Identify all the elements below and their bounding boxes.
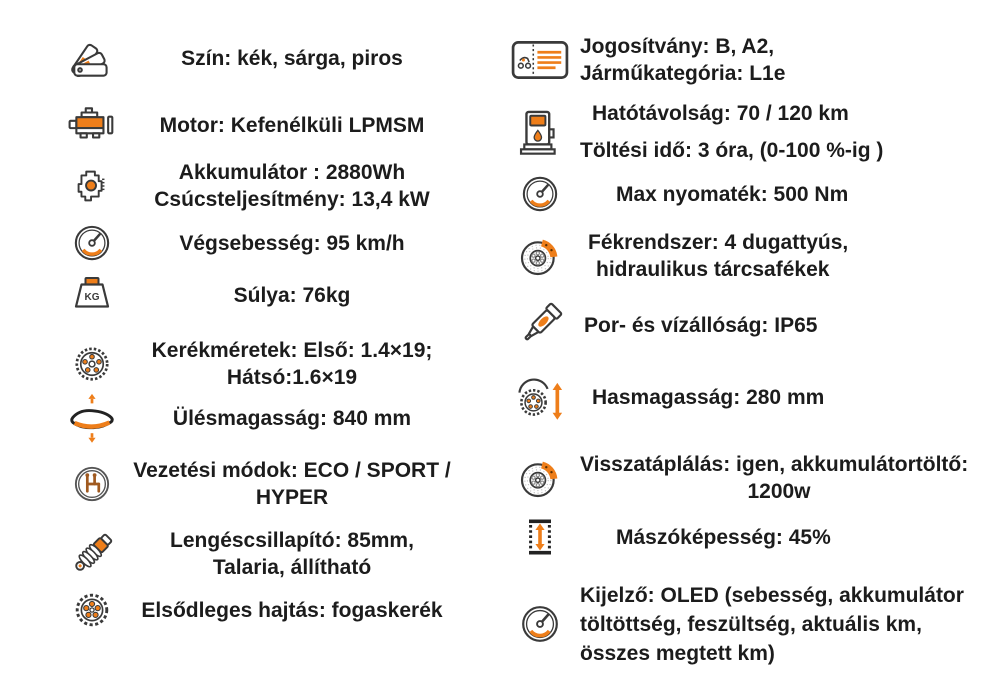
spec-item-ground-clearance xyxy=(508,367,978,427)
spec-text-drive-modes-2: HYPER xyxy=(255,486,329,509)
color-palette-icon xyxy=(64,33,120,83)
spec-text-charging-time: Töltési idő: 3 óra, (0-100 %-ig ) xyxy=(580,139,884,162)
spec-text-seat-height: Ülésmagasság: 840 mm xyxy=(172,406,412,430)
spec-text-display-3: összes megtett km) xyxy=(580,641,775,665)
spec-text-top-speed: Végsebesség: 95 km/h xyxy=(179,231,405,255)
spec-item-suspension xyxy=(64,522,464,586)
regen-brake-icon xyxy=(508,452,572,504)
spec-item-display xyxy=(508,578,978,670)
spec-item-weight xyxy=(64,265,464,325)
spec-text-battery: Akkumulátor : 2880Wh xyxy=(178,161,406,184)
seat-height-icon xyxy=(64,391,120,445)
spec-item-motor xyxy=(64,95,464,155)
spec-item-wheel-sizes xyxy=(64,332,464,396)
spec-item-regen xyxy=(508,448,978,508)
spec-text-license: Jogosítvány: B, A2, xyxy=(580,35,775,58)
spec-item-ip-rating xyxy=(508,295,978,355)
weight-kg-icon xyxy=(64,271,120,319)
spec-item-max-torque xyxy=(508,164,978,224)
spec-text-max-torque: Max nyomaték: 500 Nm xyxy=(616,182,849,206)
gear-shifter-icon xyxy=(64,459,120,509)
spec-text-motor: Motor: Kefenélküli LPMSM xyxy=(159,113,425,137)
spec-item-battery xyxy=(64,155,464,217)
spec-text-weight: Súlya: 76kg xyxy=(233,283,351,307)
torque-gauge-icon xyxy=(508,169,572,219)
spec-text-range: Hatótávolság: 70 / 120 km xyxy=(592,102,849,125)
spec-item-drive-modes xyxy=(64,452,464,516)
fuel-pump-icon xyxy=(508,106,572,158)
driver-license-icon xyxy=(508,37,572,83)
spec-item-range-charging xyxy=(508,96,978,168)
tire-icon xyxy=(64,339,120,389)
spec-text-climb-ability: Mászóképesség: 45% xyxy=(616,525,831,549)
gear-drive-icon xyxy=(64,585,120,635)
brake-disc-icon xyxy=(508,230,572,282)
spec-text-wheel-rear: Hátsó:1.6×19 xyxy=(226,366,358,389)
ground-clearance-icon xyxy=(508,371,572,423)
spec-text-suspension-2: Talaria, állítható xyxy=(212,556,372,579)
spec-text-ip-rating: Por- és vízállóság: IP65 xyxy=(584,313,818,337)
spec-text-peak-power: Csúcsteljesítmény: 13,4 kW xyxy=(154,188,430,211)
speedometer-icon xyxy=(64,218,120,268)
spec-text-brakes: Fékrendszer: 4 dugattyús, xyxy=(588,231,849,254)
spec-text-drive-modes: Vezetési módok: ECO / SPORT / xyxy=(133,459,451,482)
spec-text-wheel-front: Kerékméretek: Első: 1.4×19; xyxy=(151,339,433,362)
spec-text-regen: Visszatáplálás: igen, akkumulátortöltő: xyxy=(580,453,969,476)
spec-item-top-speed xyxy=(64,213,464,273)
spec-text-ground-clearance: Hasmagasság: 280 mm xyxy=(592,385,825,409)
engine-icon xyxy=(64,100,120,150)
spec-item-seat-height xyxy=(64,388,464,448)
spec-item-license xyxy=(508,30,978,90)
spec-item-brakes xyxy=(508,226,978,286)
battery-icon xyxy=(64,163,120,209)
spec-text-charger: 1200w xyxy=(747,480,811,503)
spec-text-display: Kijelző: OLED (sebesség, akkumulátor xyxy=(580,583,964,607)
spec-text-suspension: Lengéscsillapító: 85mm, xyxy=(170,529,414,552)
sealant-tube-icon xyxy=(508,299,572,351)
spec-text-display-2: töltöttség, feszültség, aktuális km, xyxy=(580,612,922,636)
spec-text-vehicle-category: Járműkategória: L1e xyxy=(580,62,786,85)
spec-item-color xyxy=(64,28,464,88)
spec-item-climb-ability xyxy=(508,507,978,567)
display-gauge-icon xyxy=(508,598,572,650)
spec-text-color: Szín: kék, sárga, piros xyxy=(181,46,403,70)
spec-text-brakes-2: hidraulikus tárcsafékek xyxy=(596,258,830,281)
spec-item-primary-drive xyxy=(64,580,464,640)
spec-text-primary-drive: Elsődleges hajtás: fogaskerék xyxy=(141,598,443,622)
shock-absorber-icon xyxy=(64,528,120,580)
climb-angle-icon xyxy=(508,513,572,561)
